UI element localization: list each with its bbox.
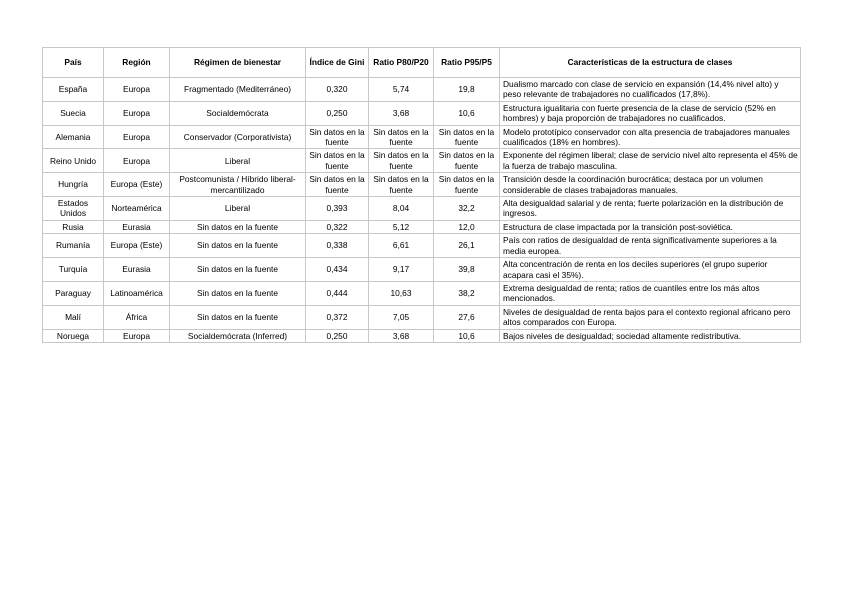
cell-p95p5: 39,8: [434, 258, 500, 282]
cell-region: Europa: [104, 101, 170, 125]
cell-p80p20: Sin datos en la fuente: [369, 125, 434, 149]
table-row: [43, 281, 801, 305]
cell-p95p5: Sin datos en la fuente: [434, 125, 500, 149]
cell-description: Bajos niveles de desigualdad; sociedad altamente redistributiva.: [500, 329, 801, 342]
cell-p80p20: 9,17: [369, 258, 434, 282]
cell-gini: 0,338: [306, 234, 369, 258]
cell-regime: Sin datos en la fuente: [170, 305, 306, 329]
header-row: [43, 48, 801, 78]
cell-description: Modelo prototípico conservador con alta presencia de trabajadores manuales cualificados (18% en hombres).: [500, 125, 801, 149]
cell-country: Malí: [43, 305, 104, 329]
cell-p80p20: 3,68: [369, 101, 434, 125]
cell-country: Noruega: [43, 329, 104, 342]
cell-p80p20: 5,12: [369, 220, 434, 233]
table-header: [43, 48, 801, 78]
cell-regime: Liberal: [170, 149, 306, 173]
cell-p95p5: 38,2: [434, 281, 500, 305]
cell-regime: Socialdemócrata (Inferred): [170, 329, 306, 342]
header-region: Región: [104, 48, 170, 78]
cell-gini: 0,322: [306, 220, 369, 233]
table-row: [43, 305, 801, 329]
cell-p95p5: 27,6: [434, 305, 500, 329]
cell-p95p5: Sin datos en la fuente: [434, 173, 500, 197]
cell-description: Niveles de desigualdad de renta bajos para el contexto regional africano pero altos comparados con Europa.: [500, 305, 801, 329]
header-regime: Régimen de bienestar: [170, 48, 306, 78]
cell-gini: Sin datos en la fuente: [306, 125, 369, 149]
cell-country: España: [43, 78, 104, 102]
cell-gini: Sin datos en la fuente: [306, 173, 369, 197]
cell-description: País con ratios de desigualdad de renta significativamente superiores a la media europea.: [500, 234, 801, 258]
cell-description: Dualismo marcado con clase de servicio en expansión (14,4% nivel alto) y peso relevante de trabajadores no cualificados (17,8%).: [500, 78, 801, 102]
table-row: [43, 234, 801, 258]
cell-region: Norteamérica: [104, 197, 170, 221]
cell-regime: Fragmentado (Mediterráneo): [170, 78, 306, 102]
table-row: [43, 101, 801, 125]
cell-gini: 0,434: [306, 258, 369, 282]
cell-p80p20: 8,04: [369, 197, 434, 221]
cell-p95p5: 10,6: [434, 101, 500, 125]
cell-region: Eurasia: [104, 220, 170, 233]
cell-description: Extrema desigualdad de renta; ratios de cuantiles entre los más altos mencionados.: [500, 281, 801, 305]
cell-region: Eurasia: [104, 258, 170, 282]
header-p95p5: Ratio P95/P5: [434, 48, 500, 78]
cell-region: Europa (Este): [104, 234, 170, 258]
table-row: [43, 125, 801, 149]
cell-description: Alta desigualdad salarial y de renta; fuerte polarización en la distribución de ingresos.: [500, 197, 801, 221]
cell-gini: 0,372: [306, 305, 369, 329]
cell-description: Estructura de clase impactada por la transición post-soviética.: [500, 220, 801, 233]
cell-p95p5: 32,2: [434, 197, 500, 221]
cell-regime: Socialdemócrata: [170, 101, 306, 125]
cell-regime: Postcomunista / Híbrido liberal-mercantilizado: [170, 173, 306, 197]
cell-p95p5: 12,0: [434, 220, 500, 233]
header-country: País: [43, 48, 104, 78]
cell-gini: 0,444: [306, 281, 369, 305]
cell-description: Alta concentración de renta en los deciles superiores (el grupo superior acapara casi el 35%).: [500, 258, 801, 282]
cell-regime: Sin datos en la fuente: [170, 281, 306, 305]
cell-region: Europa: [104, 329, 170, 342]
cell-region: Europa: [104, 78, 170, 102]
cell-p95p5: 19,8: [434, 78, 500, 102]
cell-p80p20: 7,05: [369, 305, 434, 329]
cell-regime: Sin datos en la fuente: [170, 220, 306, 233]
cell-country: Alemania: [43, 125, 104, 149]
cell-gini: 0,250: [306, 329, 369, 342]
cell-country: Rusia: [43, 220, 104, 233]
class-structure-table: [42, 47, 801, 343]
table-row: [43, 220, 801, 233]
cell-gini: 0,250: [306, 101, 369, 125]
table-row: [43, 329, 801, 342]
cell-country: Hungría: [43, 173, 104, 197]
table-row: [43, 78, 801, 102]
cell-region: Europa: [104, 125, 170, 149]
cell-p80p20: Sin datos en la fuente: [369, 173, 434, 197]
cell-regime: Sin datos en la fuente: [170, 234, 306, 258]
cell-country: Turquía: [43, 258, 104, 282]
table-row: [43, 173, 801, 197]
cell-p95p5: 26,1: [434, 234, 500, 258]
header-description: Características de la estructura de clases: [500, 48, 801, 78]
cell-country: Suecia: [43, 101, 104, 125]
cell-description: Transición desde la coordinación burocrática; destaca por un volumen considerable de clases trabajadoras manuales.: [500, 173, 801, 197]
cell-region: Latinoamérica: [104, 281, 170, 305]
cell-gini: Sin datos en la fuente: [306, 149, 369, 173]
cell-p80p20: 3,68: [369, 329, 434, 342]
header-p80p20: Ratio P80/P20: [369, 48, 434, 78]
table-row: [43, 258, 801, 282]
cell-region: Europa (Este): [104, 173, 170, 197]
cell-regime: Conservador (Corporativista): [170, 125, 306, 149]
cell-description: Exponente del régimen liberal; clase de servicio nivel alto representa el 45% de la fuerza de trabajo masculina.: [500, 149, 801, 173]
table-row: [43, 149, 801, 173]
cell-country: Estados Unidos: [43, 197, 104, 221]
header-gini: Índice de Gini: [306, 48, 369, 78]
cell-gini: 0,320: [306, 78, 369, 102]
cell-p95p5: Sin datos en la fuente: [434, 149, 500, 173]
table-body: [43, 78, 801, 343]
cell-p95p5: 10,6: [434, 329, 500, 342]
cell-gini: 0,393: [306, 197, 369, 221]
cell-country: Rumanía: [43, 234, 104, 258]
table-row: [43, 197, 801, 221]
cell-p80p20: 5,74: [369, 78, 434, 102]
cell-regime: Liberal: [170, 197, 306, 221]
cell-p80p20: 10,63: [369, 281, 434, 305]
cell-region: Europa: [104, 149, 170, 173]
cell-region: África: [104, 305, 170, 329]
cell-regime: Sin datos en la fuente: [170, 258, 306, 282]
cell-description: Estructura igualitaria con fuerte presencia de la clase de servicio (52% en hombres) y baja proporción de trabajadores no cualificados.: [500, 101, 801, 125]
cell-p80p20: Sin datos en la fuente: [369, 149, 434, 173]
cell-country: Reino Unido: [43, 149, 104, 173]
cell-p80p20: 6,61: [369, 234, 434, 258]
cell-country: Paraguay: [43, 281, 104, 305]
